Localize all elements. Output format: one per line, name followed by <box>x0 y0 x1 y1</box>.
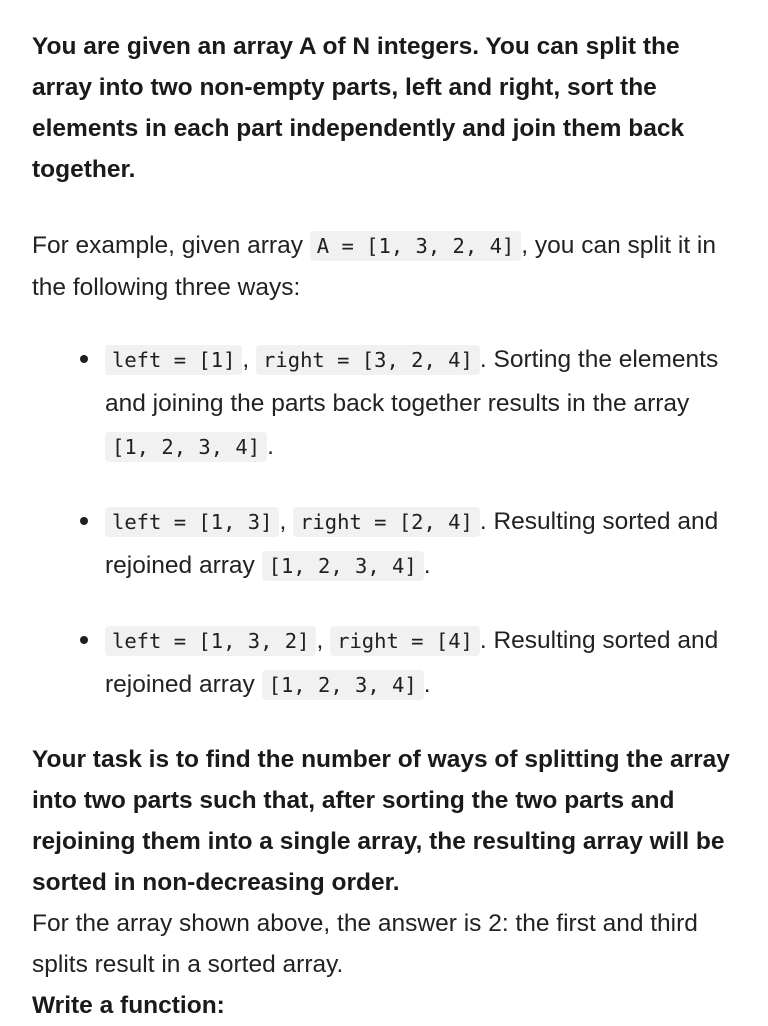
split-1-end: . <box>267 433 274 460</box>
split-item-2 <box>32 500 732 588</box>
split-3-end: . <box>423 671 431 698</box>
split-2-text: . Resulting sorted and rejoined array <box>105 508 719 579</box>
example-paragraph <box>32 225 732 308</box>
split-1-result-code: [1, 2, 3, 4] <box>105 432 267 462</box>
split-item-3 <box>32 619 732 707</box>
split-1-right-code: right = [3, 2, 4] <box>256 345 480 375</box>
example-array-code: A = [1, 3, 2, 4] <box>310 231 521 261</box>
bullet-icon <box>80 355 88 363</box>
split-2-separator: , <box>279 508 294 535</box>
bullet-icon <box>80 517 88 525</box>
split-2-left-code: left = [1, 3] <box>105 507 279 537</box>
example-text-after: , you can split it in the following three ways: <box>32 232 716 301</box>
split-2-right-code: right = [2, 4] <box>293 507 480 537</box>
split-3-right-code: right = [4] <box>330 626 480 656</box>
intro-paragraph: You are given an array A of N integers. You can split the array into two non-empty parts, left and right, sort the elements in each part independently and join them back together. <box>32 33 685 183</box>
example-text-before: For example, given array <box>32 232 310 259</box>
split-1-separator: , <box>242 346 257 373</box>
split-3-left-code: left = [1, 3, 2] <box>105 626 316 656</box>
split-2-result-code: [1, 2, 3, 4] <box>262 551 424 581</box>
split-3-text: . Resulting sorted and rejoined array <box>105 627 719 698</box>
split-1-text: . Sorting the elements and joining the parts back together results in the array <box>105 346 719 417</box>
split-1-left-code: left = [1] <box>105 345 242 375</box>
split-list <box>32 338 732 707</box>
task-regular-text: For the array shown above, the answer is 2: the first and third splits result in a sorted array. <box>32 910 698 978</box>
split-item-1 <box>32 338 732 469</box>
split-3-separator: , <box>316 627 331 654</box>
write-function-heading: Write a function: <box>32 992 225 1019</box>
task-bold-text: Your task is to find the number of ways of splitting the array into two parts such that, after sorting the two parts and rejoining them into a single array, the resulting array will be sorted in non-decreasing order. <box>32 746 730 896</box>
task-paragraph <box>32 739 732 985</box>
bullet-icon <box>80 636 88 644</box>
problem-statement <box>32 26 732 1026</box>
split-3-result-code: [1, 2, 3, 4] <box>262 670 424 700</box>
split-2-end: . <box>423 552 431 579</box>
